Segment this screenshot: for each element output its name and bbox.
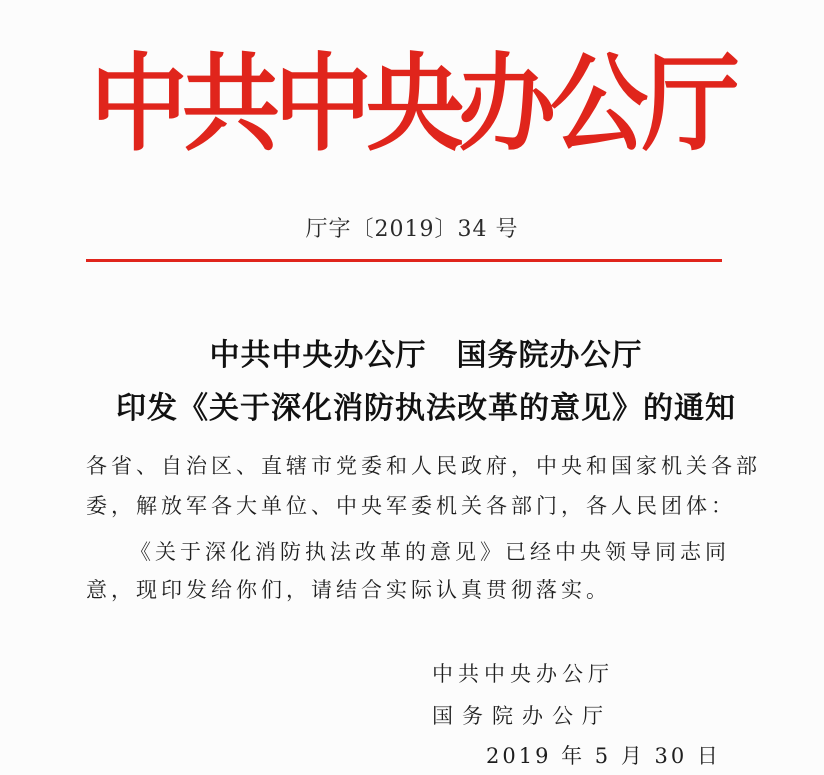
- document-masthead: 中共中央办公厅: [89, 43, 734, 167]
- signature-issuer-2: 国务院办公厅: [432, 704, 612, 728]
- title-issuer-1: 中共中央办公厅: [209, 338, 427, 373]
- title-issuer-2: 国务院办公厅: [456, 338, 643, 373]
- document-number: 厅字〔2019〕34 号: [305, 217, 519, 242]
- body-text-line-3: 《关于深化消防执法改革的意见》已经中央领导同志同: [130, 540, 730, 564]
- body-text-line-4: 意，现印发给你们，请结合实际认真贯彻落实。: [86, 578, 611, 602]
- document-title-line-1: [14, 330, 824, 374]
- body-text-line-1: 各省、自治区、直辖市党委和人民政府，中央和国家机关各部: [86, 454, 761, 478]
- red-separator-line: [86, 259, 722, 262]
- signature-date: 2019 年 5 月 30 日: [486, 744, 721, 768]
- document-title-line-2: 印发《关于深化消防执法改革的意见》的通知: [116, 391, 736, 426]
- body-text-line-2: 委，解放军各大单位、中央军委机关各部门，各人民团体：: [86, 494, 736, 518]
- signature-issuer-1: 中共中央办公厅: [432, 662, 614, 686]
